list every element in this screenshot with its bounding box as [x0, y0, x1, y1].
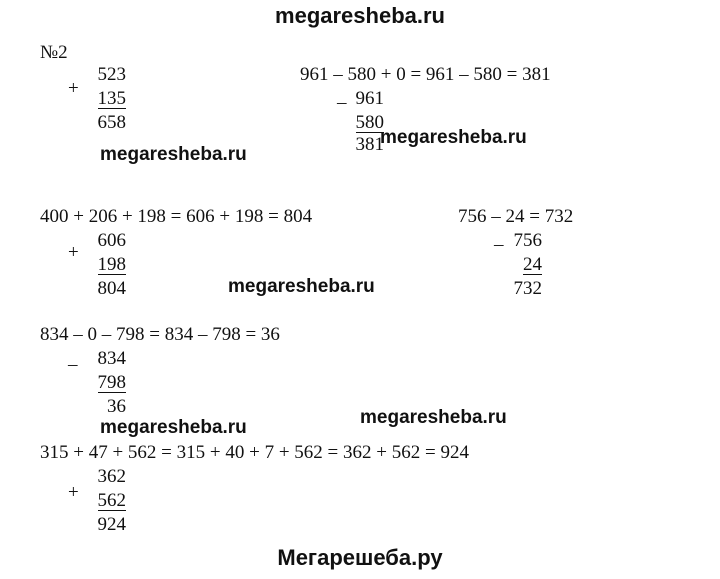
expression-4: 756 – 24 = 732: [458, 206, 574, 227]
sum-3: 804: [97, 278, 126, 299]
expression-2: 961 – 580 + 0 = 961 – 580 = 381: [300, 64, 551, 85]
subtrahend-4: 24: [523, 254, 542, 275]
plus-sign: +: [68, 78, 79, 99]
site-header: megaresheba.ru: [275, 3, 445, 28]
minus-sign: –: [68, 354, 78, 375]
expression-5: 834 – 0 – 798 = 834 – 798 = 36: [40, 324, 280, 345]
minuend-4: 756: [513, 230, 542, 251]
watermark: megaresheba.ru: [100, 417, 247, 438]
addend-3a: 606: [97, 230, 126, 251]
watermark: megaresheba.ru: [380, 127, 527, 148]
plus-sign: +: [68, 482, 79, 503]
watermark: megaresheba.ru: [100, 144, 247, 165]
difference-5: 36: [107, 396, 126, 417]
addend-1: 523: [97, 64, 126, 85]
watermark: megaresheba.ru: [360, 407, 507, 428]
minuend-5: 834: [97, 348, 126, 369]
addend-3b: 198: [97, 254, 126, 275]
expression-3: 400 + 206 + 198 = 606 + 198 = 804: [40, 206, 313, 227]
addend-2: 135: [97, 88, 126, 109]
minus-sign: –: [337, 92, 347, 113]
sum-6: 924: [97, 514, 126, 535]
subtrahend-5: 798: [97, 372, 126, 393]
addend-6a: 362: [97, 466, 126, 487]
minuend-2: 961: [355, 88, 384, 109]
addend-6b: 562: [97, 490, 126, 511]
subtrahend-2: 580: [355, 112, 384, 133]
watermark: megaresheba.ru: [228, 276, 375, 297]
plus-sign: +: [68, 242, 79, 263]
site-footer: Мегарешеба.ру: [277, 545, 443, 570]
minus-sign: –: [494, 234, 504, 255]
task-number: №2: [40, 42, 68, 63]
difference-4: 732: [513, 278, 542, 299]
difference-2: 381: [355, 134, 384, 155]
sum-result: 658: [97, 112, 126, 133]
expression-6: 315 + 47 + 562 = 315 + 40 + 7 + 562 = 362 + 562 = 924: [40, 442, 469, 463]
